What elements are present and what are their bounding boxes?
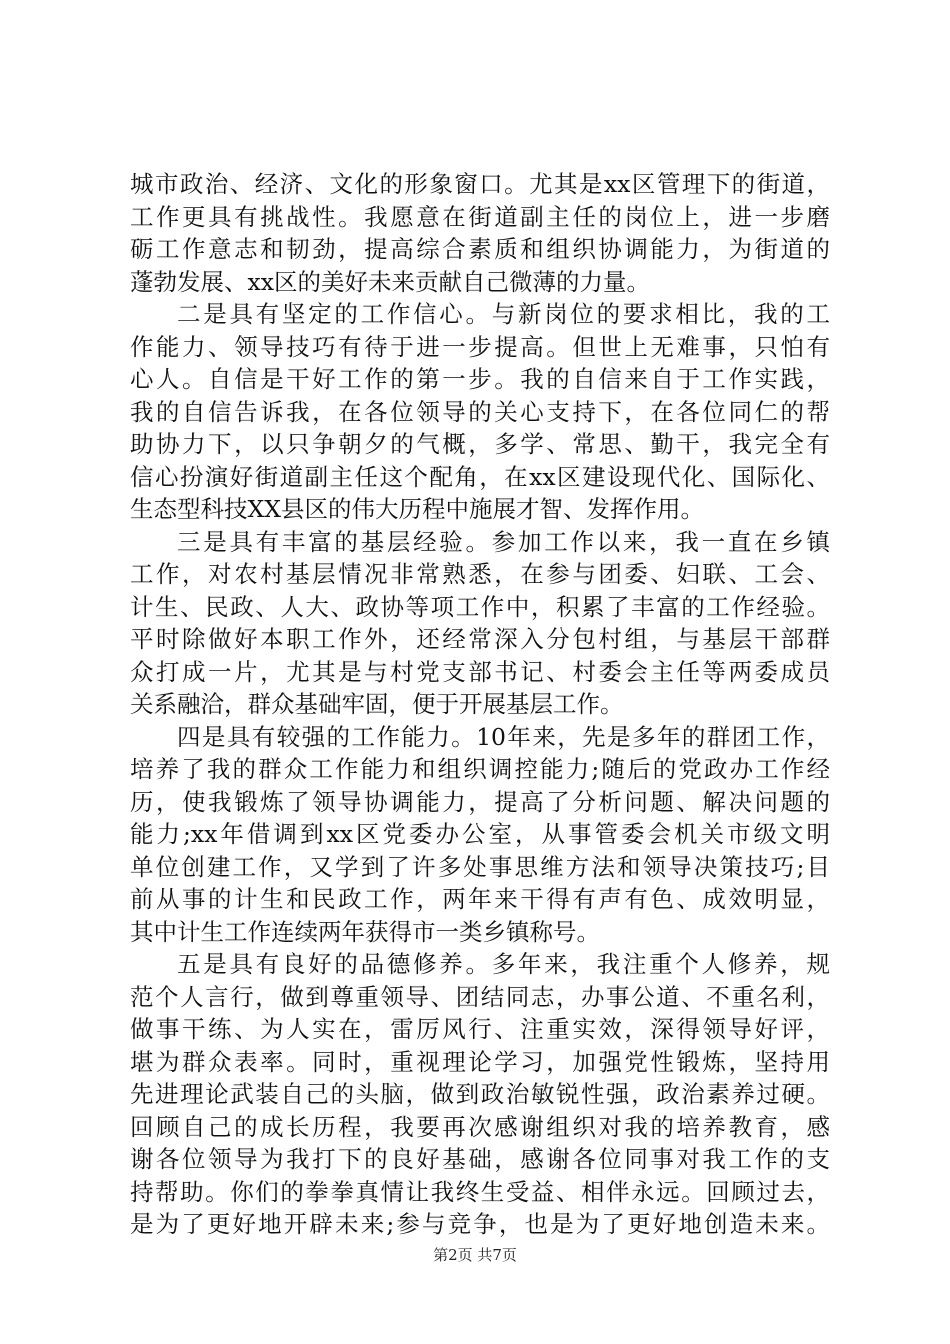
- text-line: 谢各位领导为我打下的良好基础，感谢各位同事对我工作的支: [130, 1145, 830, 1173]
- text-line: 历，使我锻炼了领导协调能力，提高了分析问题、解决问题的: [130, 787, 830, 816]
- text-line: 关系融洽，群众基础牢固，便于开展基层工作。: [130, 690, 624, 718]
- text-line: 单位创建工作，又学到了许多处事思维方法和领导决策技巧;目: [130, 852, 830, 881]
- document-body: [130, 168, 830, 1241]
- text-line: 持帮助。你们的拳拳真情让我终生受益、相伴永远。回顾过去，: [130, 1177, 830, 1206]
- text-line: 三是具有丰富的基层经验。参加工作以来，我一直在乡镇: [177, 527, 830, 556]
- text-line: 堪为群众表率。同时，重视理论学习，加强党性锻炼，坚持用: [130, 1047, 830, 1076]
- text-line: 做事干练、为人实在，雷厉风行、注重实效，深得领导好评，: [130, 1015, 830, 1043]
- text-line: 蓬勃发展、xx区的美好未来贡献自己微薄的力量。: [130, 267, 651, 296]
- text-line: 前从事的计生和民政工作，两年来干得有声有色、成效明显，: [130, 885, 830, 913]
- text-line: 二是具有坚定的工作信心。与新岗位的要求相比，我的工: [177, 300, 830, 328]
- text-line: 信心扮演好街道副主任这个配角，在xx区建设现代化、国际化、: [130, 462, 830, 491]
- text-line: 城市政治、经济、文化的形象窗口。尤其是xx区管理下的街道，: [130, 170, 830, 198]
- text-line: 其中计生工作连续两年获得市一类乡镇称号。: [130, 917, 600, 946]
- text-line: 工作更具有挑战性。我愿意在街道副主任的岗位上，进一步磨: [130, 202, 830, 231]
- text-line: 砺工作意志和韧劲，提高综合素质和组织协调能力，为街道的: [130, 235, 830, 263]
- text-line: 五是具有良好的品德修养。多年来，我注重个人修养，规: [177, 950, 830, 978]
- text-line: 众打成一片，尤其是与村党支部书记、村委会主任等两委成员: [130, 657, 830, 686]
- text-line: 能力;xx年借调到xx区党委办公室，从事管委会机关市级文明: [130, 820, 830, 848]
- text-line: 助协力下，以只争朝夕的气概，多学、常思、勤干，我完全有: [130, 430, 830, 458]
- text-line: 工作，对农村基层情况非常熟悉，在参与团委、妇联、工会、: [130, 560, 830, 588]
- text-line: 培养了我的群众工作能力和组织调控能力;随后的党政办工作经: [130, 755, 830, 783]
- text-line: 作能力、领导技巧有待于进一步提高。但世上无难事，只怕有: [130, 332, 830, 361]
- text-line: 心人。自信是干好工作的第一步。我的自信来自于工作实践，: [130, 365, 830, 393]
- text-line: 是为了更好地开辟未来;参与竞争，也是为了更好地创造未来。: [130, 1210, 830, 1238]
- page-number-footer: 第2页 共7页: [433, 1246, 517, 1264]
- text-line: 我的自信告诉我，在各位领导的关心支持下，在各位同仁的帮: [130, 397, 830, 426]
- text-line: 生态型科技XX县区的伟大历程中施展才智、发挥作用。: [130, 495, 704, 523]
- text-line: 四是具有较强的工作能力。10年来，先是多年的群团工作，: [177, 722, 830, 751]
- text-line: 计生、民政、人大、政协等项工作中，积累了丰富的工作经验。: [130, 592, 830, 621]
- text-line: 范个人言行，做到尊重领导、团结同志，办事公道、不重名利，: [130, 982, 830, 1011]
- text-line: 先进理论武装自己的头脑，做到政治敏锐性强，政治素养过硬。: [130, 1080, 830, 1108]
- text-line: 回顾自己的成长历程，我要再次感谢组织对我的培养教育，感: [130, 1112, 830, 1141]
- text-line: 平时除做好本职工作外，还经常深入分包村组，与基层干部群: [130, 625, 830, 653]
